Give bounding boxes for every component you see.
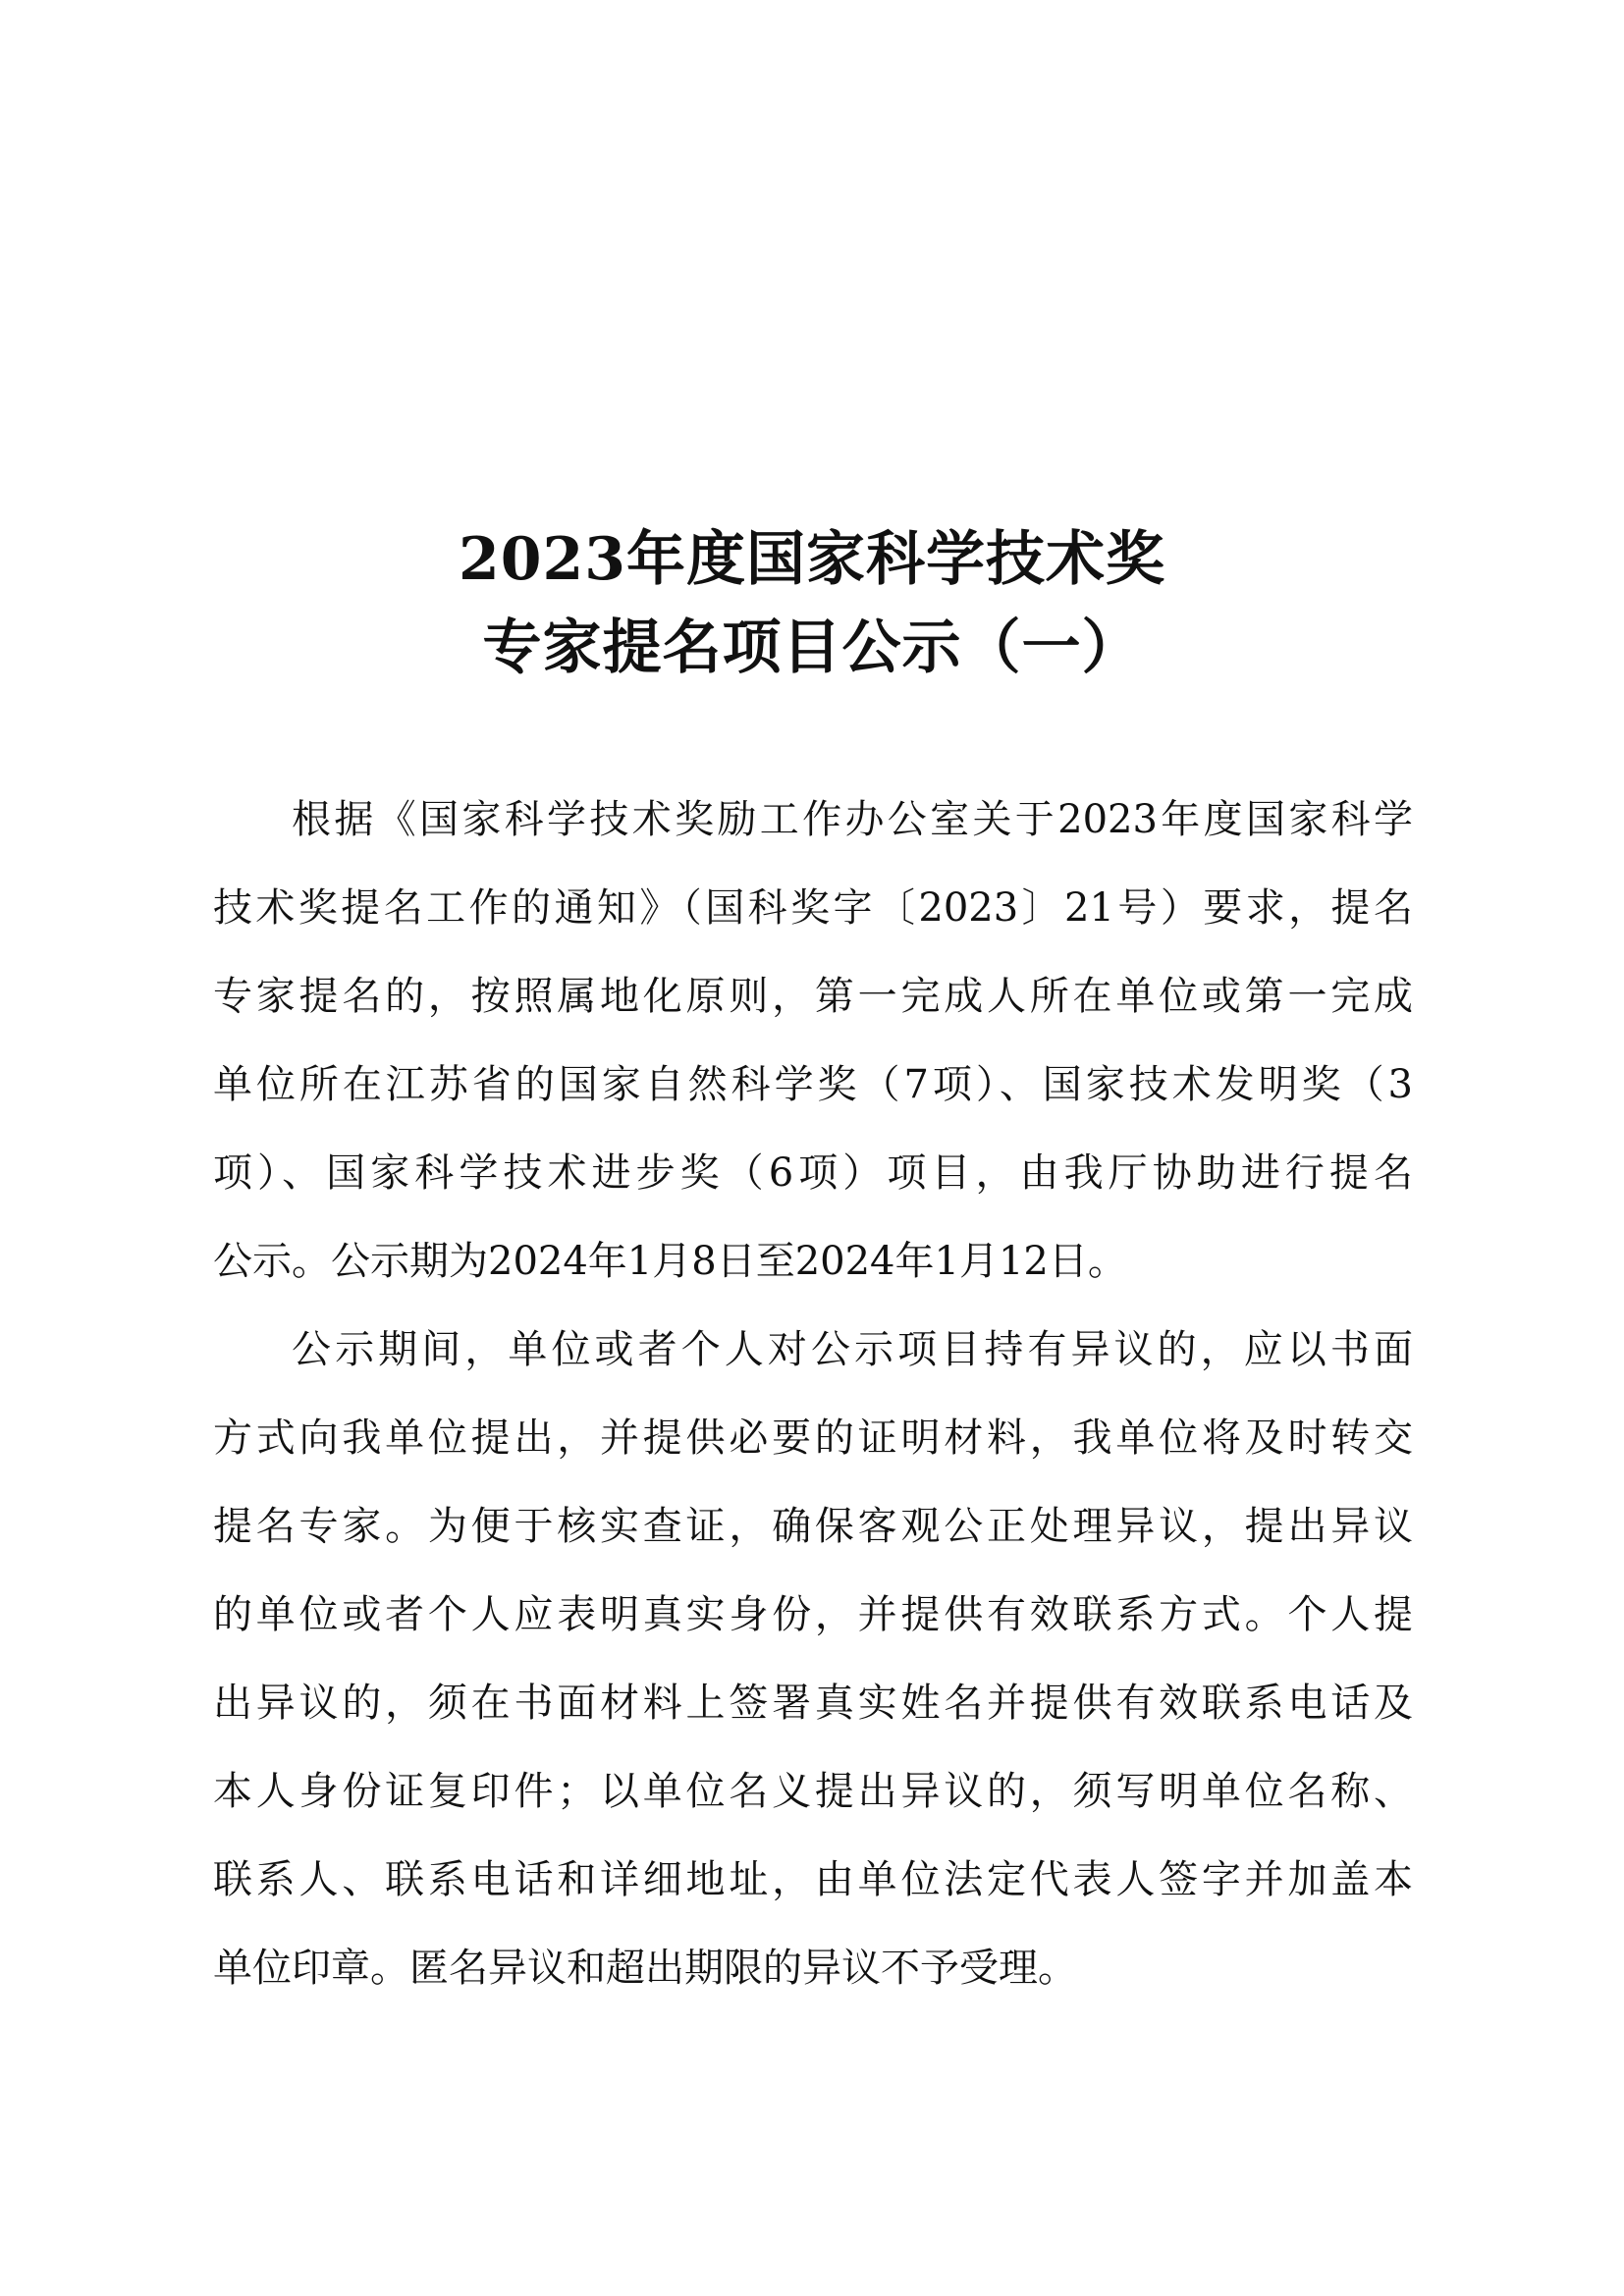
paragraph-1-line-6: 公示。公示期为2024年1月8日至2024年1月12日。	[213, 1239, 1127, 1284]
paragraph-2-line-1: 公示期间，单位或者个人对公示项目持有异议的，应以书面	[292, 1327, 1413, 1372]
paragraph-2-line-8: 单位印章。匿名异议和超出期限的异议不予受理。	[213, 1946, 1077, 1991]
paragraph-1-line-3: 专家提名的，按照属地化原则，第一完成人所在单位或第一完成	[213, 974, 1413, 1019]
paragraph-1-line-2: 技术奖提名工作的通知》（国科奖字〔2023〕21号）要求，提名	[213, 885, 1413, 931]
document-title-line-2: 专家提名项目公示（一）	[482, 614, 1142, 682]
paragraph-2-line-2: 方式向我单位提出，并提供必要的证明材料，我单位将及时转交	[213, 1415, 1413, 1461]
paragraph-1-line-5: 项）、国家科学技术进步奖（6项）项目，由我厅协助进行提名	[213, 1150, 1413, 1196]
paragraph-2-line-4: 的单位或者个人应表明真实身份，并提供有效联系方式。个人提	[213, 1592, 1413, 1637]
paragraph-1-line-4: 单位所在江苏省的国家自然科学奖（7项）、国家技术发明奖（3	[213, 1062, 1413, 1107]
document-title-line-1: 2023年度国家科学技术奖	[459, 525, 1165, 594]
paragraph-2-line-3: 提名专家。为便于核实查证，确保客观公正处理异议，提出异议	[213, 1504, 1413, 1549]
paragraph-1-line-1: 根据《国家科学技术奖励工作办公室关于2023年度国家科学	[292, 797, 1413, 842]
paragraph-2-line-5: 出异议的，须在书面材料上签署真实姓名并提供有效联系电话及	[213, 1681, 1413, 1726]
paragraph-2-line-7: 联系人、联系电话和详细地址，由单位法定代表人签字并加盖本	[213, 1857, 1413, 1902]
paragraph-2-line-6: 本人身份证复印件；以单位名义提出异议的，须写明单位名称、	[213, 1769, 1413, 1814]
